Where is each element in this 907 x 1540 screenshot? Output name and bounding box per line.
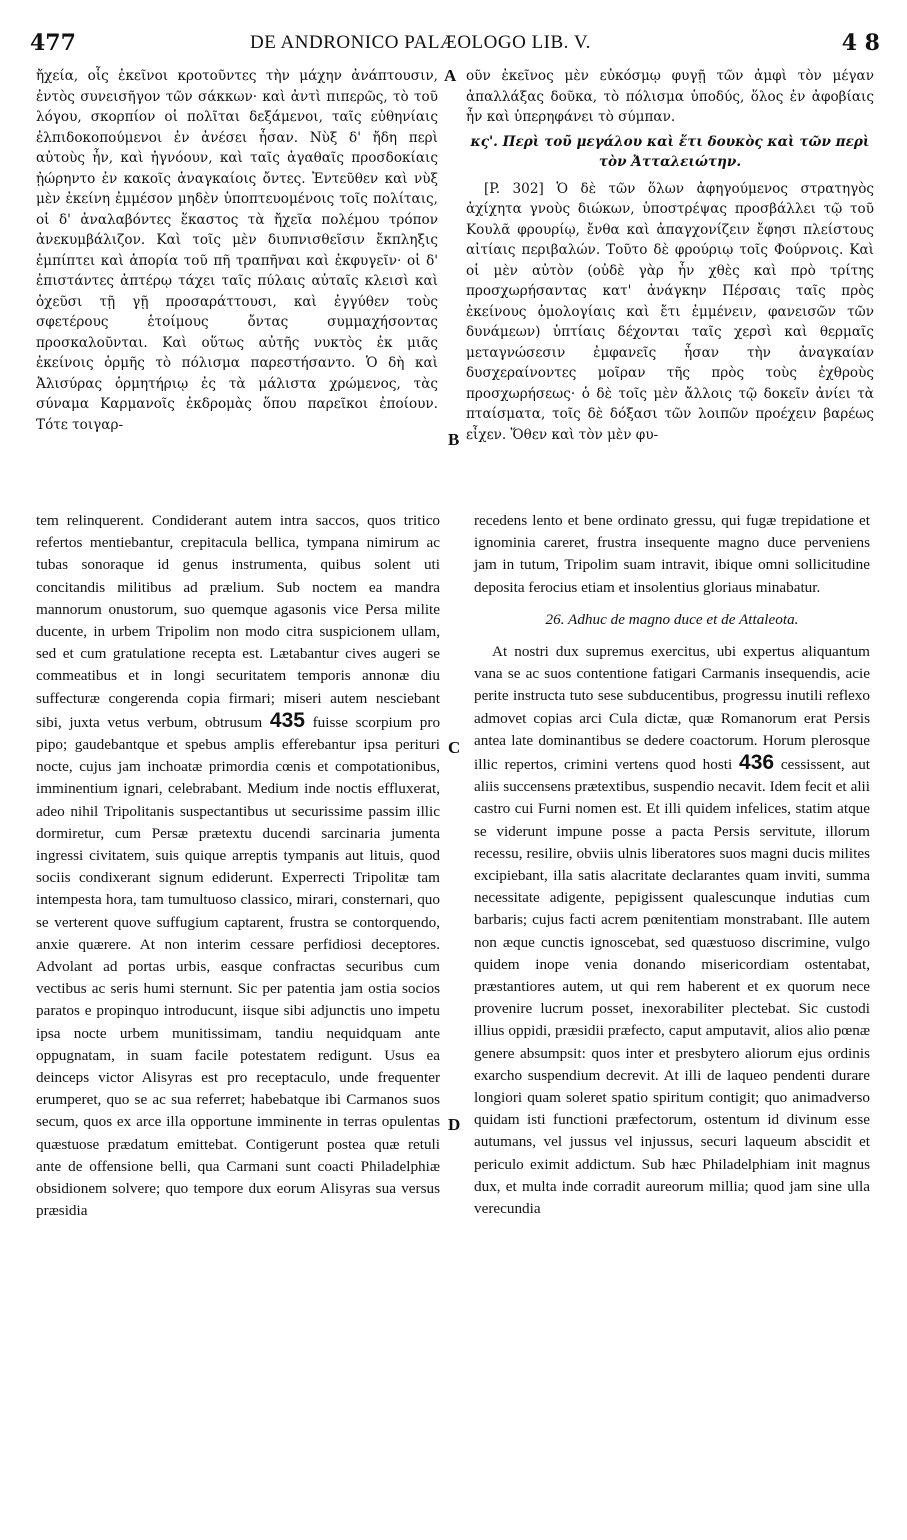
greek-paragraph (466, 179, 874, 446)
latin-paragraph (36, 510, 440, 1223)
inline-page-number: 436 (739, 751, 775, 775)
running-header (30, 30, 880, 60)
greek-paragraph: οῦν ἐκεῖνος μὲν εὐκόσμῳ φυγῇ τῶν ἀμφὶ τὸν μέγαν ἀπαλλάξας δοῦκα, τὸ πόλισμα ὑποδύς, ὅλος ἐν ἀφοβίαις ἦν καὶ ὑπερηφάνει τὸ σύμπαν. (466, 68, 874, 125)
margin-marker-d: D (448, 1115, 461, 1134)
latin-section-title: 26. Adhuc de magno duce et de Attaleota. (545, 610, 799, 628)
latin-text: tem relinquerent. Condiderant autem intra saccos, quos tritico refertos mentiebantur, crepitacula bellica, tympana nimirum ac tubas sonoraque id genus instrumenta, quibus solent uti concitandis militibus ad prælium. Sub noctem ea mandra mannorum onustorum, suo quemque agasonis vice Persa milite ducente, in urbem Tripolim non modo citra suspicionem ullam, sed et cum gratulatione recepta est. Lætabantur cives augeri se commeatibus et in longi securitatem temporis annonæ diu suffecturæ congerenda copia firmari; miseri autem nesciebant sibi, juxta vetus verbum, obtrusum (36, 512, 440, 731)
page-number-right: 4 8 (841, 30, 880, 56)
page-number-left: 477 (30, 30, 76, 56)
greek-column-left (36, 66, 438, 435)
latin-text: fuisse scorpium pro pipo; gaudebantque et spebus amplis efferebantur ipsa perituri nocte, cujus jam inchoatæ primordia cœnis et compotationibus, imminentium ignari, celebrabant. Medium inde noctis effluxerat, adeo nihil Tripolitanis suspectantibus ut securissime passim illic dormiretur, cum Persæ prætextu ducendi sarcinaria jumenta ingressi civitatem, suis quique arreptis tympanis aut lituis, quod sociis condixerant signum ediderunt. Experrecti Tripolitæ tam intempesta hora, tam tumultuoso classico, mirari, consternari, quo se verterent quove suffugium captarent, frustra se contorquendo, anxie quærere. At non interim cessare perfidiosi deceptores. Advolant ad portas urbis, easque confractas securibus cum vectibus ac seris humi sternunt. Sic per patentia jam ostia socios paratos e propinquo introducunt, iisque sibi adjunctis uno impetu ipsa nocte urbem munitissimam, tandiu nequidquam ante oppugnatam, in suam facile potestatem redigunt. Usus ea deinceps victor Alisyras est pro receptaculo, unde frequenter erumperet, quo se ac sua referret; habebatque ibi Carmanos suos secum, quos ex arce illa opportune imminente in terras opulentas quæstuose prædatum emittebat. Contigerunt postea quæ retuli ante de offensione belli, qua Carmani sunt coacti Philadelphiæ obsidionem solvere; quo tempore dux eorum Alisyras sua versus præsidia (36, 713, 441, 1220)
greek-section-title: κς'. Περὶ τοῦ μεγάλου καὶ ἔτι δουκὸς καὶ τῶν περὶ τὸν Ἀτταλειώτην. (470, 133, 870, 170)
inline-page-number: 435 (269, 708, 305, 732)
greek-paragraph-text: Ὁ δὲ τῶν ὅλων ἀφηγούμενος στρατηγὸς ἀχίχητα γνοὺς διώκων, ὑποστρέψας προσβάλλει τῷ τοῦ Κουλᾶ φρουρίῳ, ἔνθα καὶ ἀπαγχονίζειν ἔφησι πλείστους αἰτίαις περιβαλών. Τοῦτο δὲ φρούριῳ τοῖς Φούρνοις. Καὶ οἱ μὲν αὐτὸν (οὐδὲ γὰρ ἦν χθὲς καὶ πρὸ τρίτης προσχωρήσαντας κατ' ἀνάγκην Πέρσαις ταῖς πρὸς ἐκείνους ὁμολογίαις καὶ ἔτι ἐμμένειν, φανεισῶν τῶν δυνάμεων) ὑπτίαις δέχονται ταῖς χερσὶ καὶ θερμαῖς μεταγνώσεσιν ἐμφανεῖς ἦσαν τὴν ἀναγκαίαν δυσχεραίνοντες μοῖραν τῆς πρὸς τοὺς ἐχθροὺς προσχωρήσεως· ὁ δὲ τοῖς μὲν ἄλλοις τῷ δοκεῖν ἀνίει τὰ πταίσματα, τοῖς δὲ δόξασι τῶν λοιπῶν προέχειν βαρέως εἶχεν. Ὅθεν καὶ τὸν μὲν φυ- (466, 180, 875, 443)
latin-column-left (36, 510, 440, 1223)
latin-paragraph (474, 641, 870, 1220)
margin-marker-c: C (448, 738, 461, 757)
page-reference: [P. 302] (484, 180, 544, 197)
greek-column-right (466, 66, 874, 445)
latin-text: cessissent, aut aliis succensens prætextibus, suspendio necavit. Idem fecit et alii castro cui Furni nomen est. Et illi quidem infelices, statim atque se viderunt impune posse a pacta Persis servitute, illorum recessu, resilire, obviis ulnis liberatores suos magni ducis milites excipiebant, illa satis alacritate declarantes quam inviti, summa necessitate adigente, pepigissent qualescunque indutias cum barbaris; cujus facti acrem pœnitentiam monstrabant. Ille autem non æque cunctis ignoscebat, sed quæstuoso discrimine, vulgo quidem inope venia donando misericordiam ostentabat, præstantiores autem, ut qui rem haberent et ex quorum nece provenire lucrum posset, inexorabiliter plectebat. Sic custodi illius oppidi, præsidii præfecto, caput amputavit, alios alio pœnæ genere absumpsit: quos inter et presbytero aliorum ejus ordinis exarcho suspendium decrevit. At illi de laqueo pendenti durare longiori quam soleret spatio spiritum contigit; quo animadverso quidam isti functioni præfectorum, ostentum id divinum esse autumans, vel jussus vel injussus, securi laqueum abscidit et periculo eximit addictum. Sub hæc Philadelphiam init magnus dux, et multa inde corradit aureorum millia; quod jam sine ulla verecundia (474, 756, 871, 1218)
margin-marker-a: A (444, 66, 457, 85)
running-title: DE ANDRONICO PALÆOLOGO LIB. V. (250, 32, 591, 53)
greek-paragraph: ἤχεία, οἷς ἐκεῖνοι κροτοῦντες τὴν μάχην ἀνάπτουσιν, ἐντὸς συνεισῆγον τῶν σάκκων· καὶ ἀντὶ πιπερῶς, τὸ τοῦ λόγου, σκορπίον οἱ πολῖται δεξάμενοι, ταῖς εὐθηνίαις ἐλπιδοκοπούμενοι ἐν ἀνέσει ἦσαν. Νὺξ δ' ἤδη περὶ αὐτοὺς ἦν, καὶ ἠγνόουν, καὶ ταῖς ἀγαθαῖς προσδοκίαις ᾐώρηντο ἐν κακοῖς ἀναγκαίοις ὄντες. Ἐντεῦθεν καὶ νὺξ μὲν ἐκείνη ἐμμέσον μηδὲν ὑποπτευομένοις τοῖς πολίταις, οἱ δ' ἀναλαβόντες ἕκαστος τὰ ἤχεῖα πολέμου τρόπον ἀνεκυμβάλιζον. Καὶ τοῖς μὲν διυπνισθεῖσιν ἔκπληξις ἐμπίπτει καὶ ἀπορία τοῦ πῆ τραπῆναι καὶ ἐκφυγεῖν· οἱ δ' ἐπιστάντες ἀπτέρῳ τάχει ταῖς πύλαις αὐταῖς κλεισὶ καὶ ὀχεῦσι τῇ γῇ προσαράττουσι, καὶ ἐγγύθεν τοὺς σφετέρους ἑτοίμους ὄντας συμμαχήσοντας προσκαλοῦνται. Καὶ οὕτως αὐτῆς νυκτὸς ἐκ μιᾶς ἐκείνοις ὁρμῆς τὸ πόλισμα παρεστήσαντο. Ὁ δὴ καὶ Ἀλισύρας ὁρμητήριῳ ἐς τὰ μάλιστα χρώμενος, τὰς σύναμα Καρμανοῖς ἐκδρομὰς ὅπου παρεῖκοι ἐποίουν. Τότε τοιγαρ- (36, 68, 438, 433)
latin-paragraph: recedens lento et bene ordinato gressu, qui fugæ trepidatione et ignominia careret, frustra insequente magno duce perveniens jam in tutum, Tripolim suam intravit, ibique omni sollicitudine deposita ferocius etiam et insolentius gloriaus minabatur. (474, 512, 870, 596)
latin-column-right (474, 510, 870, 1220)
latin-text: At nostri dux supremus exercitus, ubi expertus aliquantum vana se ac suos contentione fatigari Carmanis insequendis, acie perite instructa tuto sese subducentibus, progressu inutili reflexo admovet copias arci Cula dictæ, quæ Romanorum erat Persis antea late dominantibus se dedere coactorum. Horum plerosque illic repertos, crimini vertens quod hosti (474, 643, 870, 774)
margin-marker-b: B (448, 430, 460, 449)
